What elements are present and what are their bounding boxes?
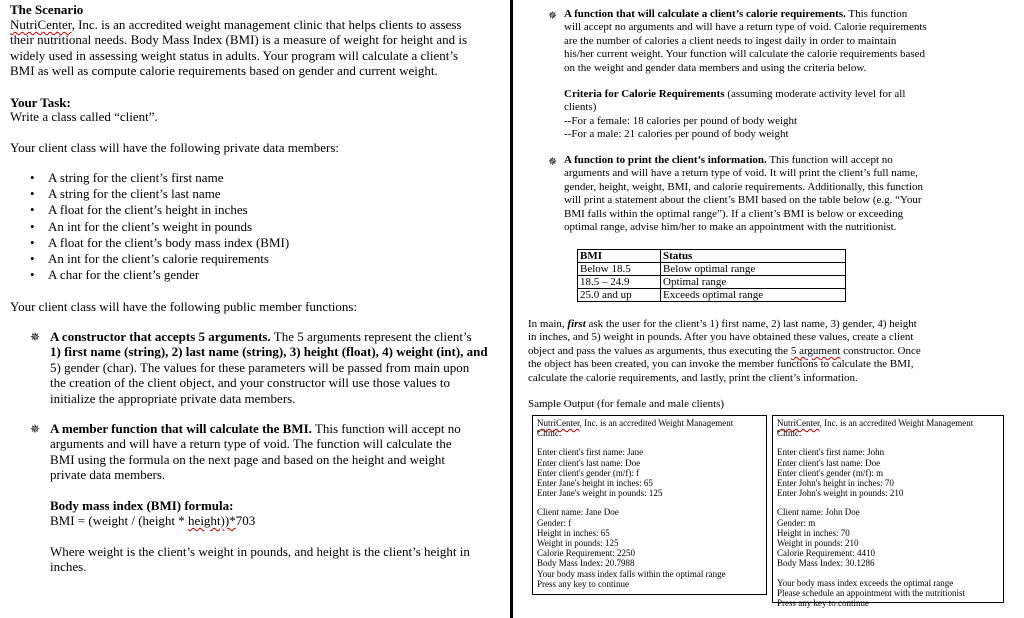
bullet-star-icon: ✵ [30,330,41,344]
bullet-star-icon: ✵ [30,422,41,436]
list-item: • An int for the client’s weight in pounds [30,219,289,235]
table-cell: Below optimal range [661,263,846,276]
list-item: • A float for the client’s body mass index (BMI) [30,235,289,251]
list-item: • A float for the client’s height in inches [30,202,289,218]
bullet-star-icon: ✵ [548,10,558,22]
company-name: NutriCenter [10,17,72,32]
scenario-line-2: their nutritional needs. Body Mass Index (BMI) is a measure of weight for height and is [10,32,468,48]
table-header-cell: BMI [578,250,661,263]
task-heading: Your Task: [10,95,71,110]
table-cell: Below 18.5 [578,263,661,276]
table-header-cell: Status [661,250,846,263]
left-page [0,0,508,618]
table-cell: 25.0 and up [578,289,661,302]
scenario-line-1: NutriCenter, Inc. is an accredited weight management clinic that helps clients to assess [10,17,462,32]
formula-heading: Body mass index (BMI) formula: [50,498,234,513]
table-cell: Exceeds optimal range [661,289,846,302]
scenario-line-4: BMI as well as compute calorie requirements based on gender and current weight. [10,63,438,79]
table-row [578,276,846,289]
page-divider [510,0,513,618]
private-intro: Your client class will have the following private data members: [10,140,340,155]
constructor-paragraph: A constructor that accepts 5 arguments. The 5 arguments represent the client’s 1) first name (string), 2) last name (string), 3) height (float), 4) weight (int), and 5) gender (char). The values for these parameters will be passed from main upon the creation of the client object, and your constructor will use those values to initialize the appropriate private data members. [50,329,488,406]
where-paragraph: Where weight is the client’s weight in pounds, and height is the client’s height in inches. [50,544,470,575]
scenario-paragraph [10,17,502,79]
bullet-star-icon: ✵ [548,156,558,168]
calorie-function-paragraph: A function that will calculate a client’s calorie requirements. This function will accept no arguments and will have a return type of void. Calorie requirements are the number of calories a client needs to ingest daily in order to maintain his/her current weight. Your function will calculate the calorie requirements based on the weight and gender data members and using the criteria below. [564,8,927,74]
bmi-formula: BMI = (weight / (height * height))*703 [50,513,256,528]
list-item: • A char for the client’s gender [30,267,289,283]
list-item: • A string for the client’s last name [30,186,289,202]
female-sample-output: NutriCenter, Inc. is an accredited Weight Management Clinic. Enter client's first name: Jane Enter client's last name: Doe Enter client's gender (m/f): f Enter Jane's height in inches: 65 Enter Jane's weight in pounds: 125 Client name: Jane Doe Gender: f Height in inches: 65 Weight in pounds: 125 Calorie Requirement: 2250 Body Mass Index: 20.7988 Your body mass index falls within the optimal range Press any key to continue [532,415,767,595]
scenario-line-3: widely used in assessing weight status in adults. Your program will calculate a client’s [10,47,459,63]
table-cell: Optimal range [661,276,846,289]
bmi-function-paragraph: A member function that will calculate the BMI. This function will accept no arguments and will have a return type of void. The function will calculate the BMI using the formula on the next page and based on the height and weight private data members. [50,421,461,483]
private-members-list [30,170,289,283]
right-page [516,0,1024,618]
criteria-paragraph: Criteria for Calorie Requirements (assuming moderate activity level for all clients) --For a female: 18 calories per pound of body weight --For a male: 21 calories per pound of body weight [564,88,906,141]
table-row [578,289,846,302]
table-cell: 18.5 – 24.9 [578,276,661,289]
table-row [578,263,846,276]
task-text: Write a class called “client”. [10,109,158,124]
sample-output-label: Sample Output (for female and male clients) [528,398,725,410]
bmi-status-table [577,249,846,302]
table-row [578,250,846,263]
public-intro: Your client class will have the following public member functions: [10,299,358,314]
print-function-paragraph: A function to print the client’s information. This function will accept no arguments and will have a return type of void. It will print the client’s full name, gender, height, weight, BMI, and calorie requirements. Additionally, this function will print a statement about the client’s BMI based on the table below (e.g. “Your BMI falls within the optimal range”). If a client’s BMI is below or exceeding optimal range, advise him/her to make an appointment with the nutritionist. [564,154,924,234]
scenario-heading: The Scenario [10,2,84,17]
main-paragraph: In main, first ask the user for the client’s 1) first name, 2) last name, 3) gender, 4) height in inches, and 5) weight in pounds. After you have obtained these values, create a client object and pass the values as arguments, thus executing the 5 argument constructor. Once the object has been created, you can invoke the member functions to calculate the BMI, calculate the calorie requirements, and lastly, print the client’s information. [528,318,921,384]
list-item: • An int for the client’s calorie requirements [30,251,289,267]
male-sample-output: NutriCenter, Inc. is an accredited Weight Management Clinic. Enter client's first name: John Enter client's last name: Doe Enter client's gender (m/f): m Enter John's height in inches: 70 Enter John's weight in pounds: 210 Client name: John Doe Gender: m Height in inches: 70 Weight in pounds: 210 Calorie Requirement: 4410 Body Mass Index: 30.1286 Your body mass index exceeds the optimal range Please schedule an appointment with the nutritionist Press any key to continue [772,415,1004,603]
list-item: • A string for the client’s first name [30,170,289,186]
